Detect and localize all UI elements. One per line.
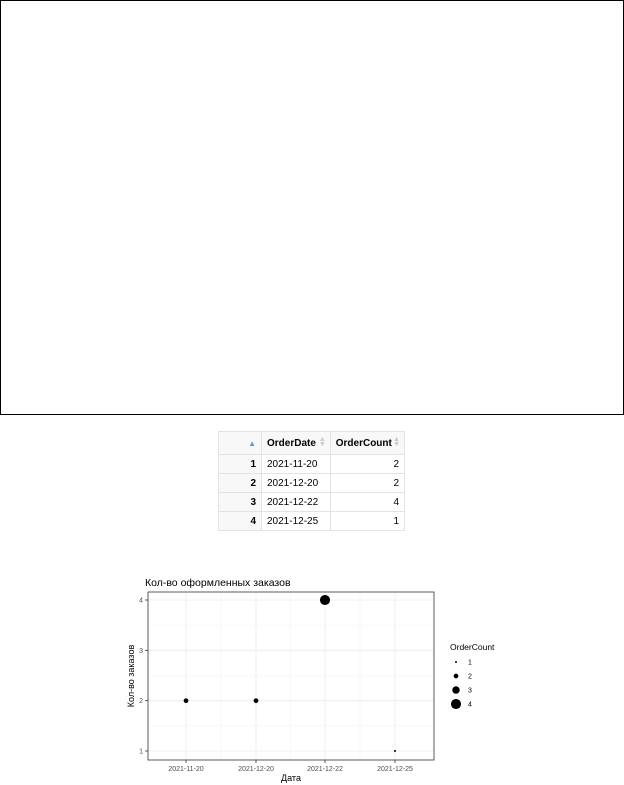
sort-icon: ▲ ▼ (318, 436, 326, 448)
legend-key (452, 686, 459, 693)
legend-label: 3 (468, 687, 472, 695)
table-row (219, 474, 405, 493)
legend-title: OrderCount (450, 642, 495, 652)
x-tick-label: 2021-12-22 (307, 766, 343, 773)
row-index: 1 (219, 455, 262, 474)
chart-title: Кол-во оформленных заказов (145, 577, 291, 589)
x-tick-label: 2021-12-25 (377, 766, 413, 773)
y-tick-label: 1 (139, 748, 143, 756)
row-index: 3 (219, 493, 262, 512)
panel-background (148, 592, 434, 760)
header-label: OrderDate (267, 437, 316, 449)
table-header-index[interactable] (219, 432, 262, 455)
cell-ordercount: 2 (330, 455, 404, 474)
x-tick-label: 2021-11-20 (168, 766, 204, 773)
legend-key (454, 674, 459, 679)
row-index: 2 (219, 474, 262, 493)
data-point (394, 750, 396, 752)
cell-orderdate: 2021-12-22 (262, 493, 331, 512)
sort-ascending-icon: ▲ (248, 439, 256, 448)
y-tick-label: 3 (139, 647, 143, 655)
cell-ordercount: 4 (330, 493, 404, 512)
data-point (320, 595, 330, 605)
cell-orderdate: 2021-12-20 (262, 474, 331, 493)
cell-orderdate: 2021-11-20 (262, 455, 331, 474)
y-tick-label: 4 (139, 597, 143, 605)
cell-orderdate: 2021-12-25 (262, 512, 331, 531)
legend-key (455, 661, 457, 663)
table-row (219, 512, 405, 531)
legend-label: 4 (468, 701, 472, 709)
sort-icon: ▲ ▼ (393, 436, 400, 448)
y-axis-label: Кол-во заказов (126, 644, 136, 708)
cell-ordercount: 1 (330, 512, 404, 531)
header-label: OrderCount (335, 437, 392, 449)
data-point (184, 698, 189, 703)
scatter-chart (110, 570, 510, 785)
x-tick-label: 2021-12-20 (238, 766, 274, 773)
table-header-ordercount[interactable] (330, 432, 404, 455)
legend-label: 2 (468, 673, 472, 681)
legend-key (451, 699, 461, 709)
data-point (254, 698, 259, 703)
table-row (219, 493, 405, 512)
y-tick-label: 2 (139, 698, 143, 706)
table-row (219, 455, 405, 474)
x-axis-label: Дата (281, 773, 301, 783)
cell-ordercount: 2 (330, 474, 404, 493)
x-axis (168, 760, 413, 773)
data-table (218, 431, 405, 531)
table-header-orderdate[interactable] (262, 432, 331, 455)
row-index: 4 (219, 512, 262, 531)
y-axis (139, 598, 148, 756)
table-header-row (219, 432, 405, 455)
legend (450, 642, 495, 709)
grid-lines (148, 592, 434, 760)
legend-label: 1 (468, 659, 472, 667)
